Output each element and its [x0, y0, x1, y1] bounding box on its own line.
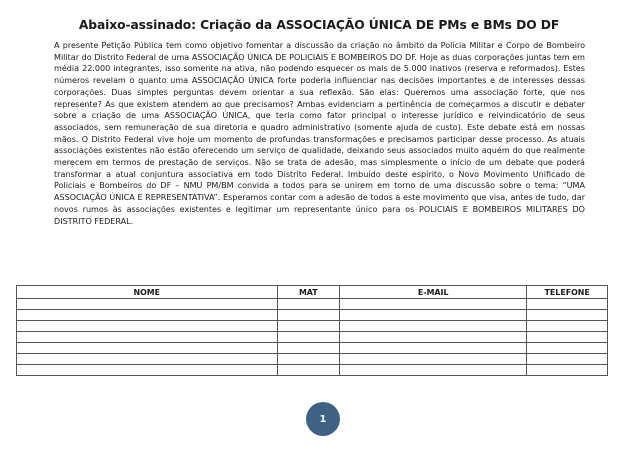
- column-header-nome: NOME: [17, 286, 278, 299]
- email-cell[interactable]: [340, 365, 527, 376]
- signature-row: [17, 354, 608, 365]
- telefone-cell[interactable]: [527, 354, 608, 365]
- telefone-cell[interactable]: [527, 332, 608, 343]
- nome-cell[interactable]: [17, 321, 278, 332]
- nome-cell[interactable]: [17, 310, 278, 321]
- nome-cell[interactable]: [17, 299, 278, 310]
- email-cell[interactable]: [340, 321, 527, 332]
- signature-table-header-row: [17, 286, 608, 299]
- telefone-cell[interactable]: [527, 299, 608, 310]
- email-cell[interactable]: [340, 310, 527, 321]
- signature-row: [17, 343, 608, 354]
- signature-row: [17, 321, 608, 332]
- column-header-mat: MAT: [277, 286, 340, 299]
- column-header-email: E-MAIL: [340, 286, 527, 299]
- column-header-telefone: TELEFONE: [527, 286, 608, 299]
- signature-row: [17, 299, 608, 310]
- petition-title: Abaixo-assinado: Criação da ASSOCIAÇÃO ÚNICA DE PMs e BMs DO DF: [78, 18, 560, 32]
- email-cell[interactable]: [340, 343, 527, 354]
- page-number: 1: [319, 413, 327, 425]
- mat-cell[interactable]: [277, 332, 340, 343]
- nome-cell[interactable]: [17, 365, 278, 376]
- mat-cell[interactable]: [277, 299, 340, 310]
- nome-cell[interactable]: [17, 343, 278, 354]
- telefone-cell[interactable]: [527, 321, 608, 332]
- mat-cell[interactable]: [277, 365, 340, 376]
- signature-row: [17, 310, 608, 321]
- signature-row: [17, 365, 608, 376]
- email-cell[interactable]: [340, 354, 527, 365]
- mat-cell[interactable]: [277, 343, 340, 354]
- mat-cell[interactable]: [277, 321, 340, 332]
- email-cell[interactable]: [340, 332, 527, 343]
- mat-cell[interactable]: [277, 310, 340, 321]
- signature-row: [17, 332, 608, 343]
- telefone-cell[interactable]: [527, 365, 608, 376]
- signature-table: [16, 285, 608, 376]
- telefone-cell[interactable]: [527, 310, 608, 321]
- email-cell[interactable]: [340, 299, 527, 310]
- telefone-cell[interactable]: [527, 343, 608, 354]
- petition-body: A presente Petição Pública tem como objetivo fomentar a discussão da criação no âmbito da Polícia Militar e Corpo de Bombeiro Militar do Distrito Federal de uma ASSOCIAÇÃO ÚNICA DE POLICIAIS E BOMBEIROS DO DF. Hoje as duas corporações juntas tem em média 22.000 integrantes, isso somente na ativa, não podendo esquecer os mais de 5.000 inativos (reserva e reformados). Estes números revelam o quanto uma ASSOCIAÇÃO ÚNICA forte poderia influenciar nas decisões importantes e de interesses dessas corporações. Duas simples perguntas devem orientar a sua reflexão. São elas: Queremos uma associação forte, que nos represente? As que existem atendem ao que precisamos? Ambas evidenciam a pertinência de começarmos a discutir e debater sobre a criação de uma ASSOCIAÇÃO ÚNICA, que teria como fator principal o interesse jurídico e reivindicatório de seus associados, sem remuneração de sua diretoria e quadro administrativo (somente ajuda de custo). Este debate está em nossas mãos. O Distrito Federal vive hoje um momento de profundas transformações e precisamos participar desse processo. As atuais associações existentes não estão oferecendo um serviço de qualidade, deixando seus associados muito aquém do que realmente merecem em termos de prestação de serviços. Não se trata de adesão, mas simplesmente o início de um debate que poderá transformar a atual conjuntura associativa em todo Distrito Federal. Imbuído deste espírito, o Novo Movimento Unificado de Policiais e Bombeiros do DF – NMU PM/BM convida a todos para se unirem em torno de uma discussão sobre o tema: “UMA ASSOCIAÇÃO ÚNICA E REPRESENTATIVA”. Esperamos contar com a adesão de todos a este movimento que visa, antes de tudo, dar novos rumos às associações existentes e legitimar um representante único para os POLICIAIS E BOMBEIROS MILITARES DO DISTRITO FEDERAL.: [54, 41, 585, 226]
- mat-cell[interactable]: [277, 354, 340, 365]
- page-number-badge: [306, 402, 340, 436]
- nome-cell[interactable]: [17, 332, 278, 343]
- nome-cell[interactable]: [17, 354, 278, 365]
